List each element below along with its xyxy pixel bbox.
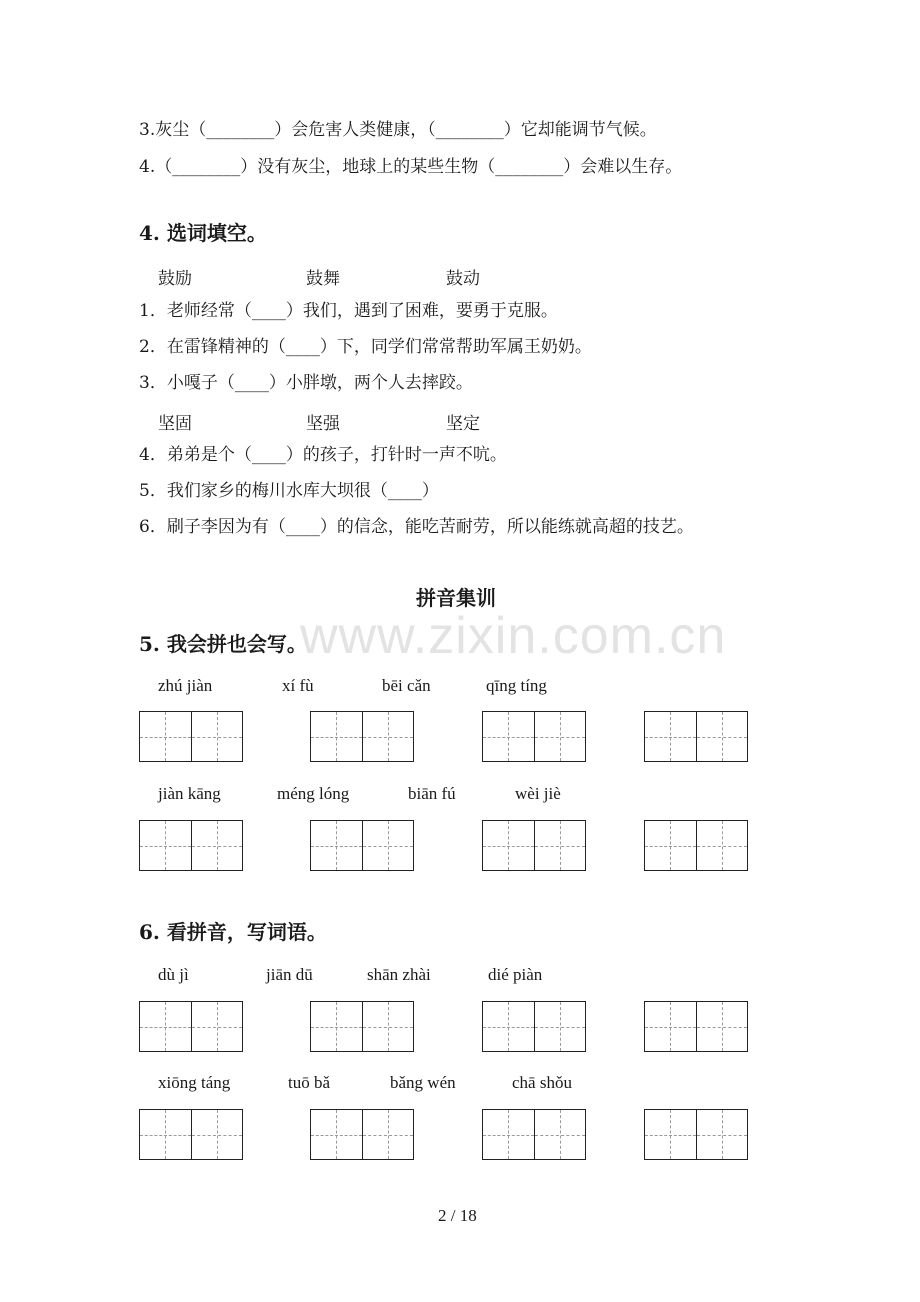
- writing-grid[interactable]: [482, 820, 586, 871]
- pinyin-label: shān zhài: [367, 965, 431, 984]
- writing-grid[interactable]: [644, 1109, 748, 1160]
- q3-line-4: 4.（________）没有灰尘，地球上的某些生物（________）会难以生存。: [139, 157, 683, 177]
- word-option: 坚定: [446, 414, 480, 434]
- writing-grid[interactable]: [482, 711, 586, 762]
- fill-sentence-3: 3．小嘎子（____）小胖墩，两个人去摔跤。: [139, 373, 473, 393]
- pinyin-label: tuō bǎ: [288, 1073, 331, 1092]
- writing-grid[interactable]: [139, 820, 243, 871]
- section6-heading: 6. 看拼音，写词语。: [139, 920, 327, 944]
- pinyin-label: jiān dū: [266, 965, 313, 984]
- section5-heading: 5. 我会拼也会写。: [139, 632, 307, 656]
- section4-heading: 4. 选词填空。: [139, 221, 267, 245]
- pinyin-label: qīng tíng: [486, 676, 547, 695]
- pinyin-label: bǎng wén: [390, 1073, 456, 1092]
- writing-grid[interactable]: [139, 711, 243, 762]
- word-option: 鼓动: [446, 269, 480, 289]
- fill-sentence-4: 4．弟弟是个（____）的孩子，打针时一声不吭。: [139, 445, 507, 465]
- writing-grid[interactable]: [644, 820, 748, 871]
- writing-grid[interactable]: [139, 1109, 243, 1160]
- page-number: 2 / 18: [438, 1206, 477, 1225]
- writing-grid[interactable]: [482, 1001, 586, 1052]
- watermark: www.zixin.com.cn: [300, 607, 727, 665]
- word-option: 鼓励: [158, 269, 192, 289]
- writing-grid[interactable]: [310, 1001, 414, 1052]
- writing-grid[interactable]: [644, 1001, 748, 1052]
- pinyin-label: dié piàn: [488, 965, 543, 984]
- writing-grid[interactable]: [310, 1109, 414, 1160]
- writing-grid[interactable]: [482, 1109, 586, 1160]
- fill-sentence-5: 5．我们家乡的梅川水库大坝很（____）: [139, 481, 439, 501]
- writing-grid[interactable]: [310, 820, 414, 871]
- pinyin-label: bēi cǎn: [382, 676, 431, 695]
- pinyin-label: biān fú: [408, 784, 456, 803]
- writing-grid[interactable]: [644, 711, 748, 762]
- pinyin-label: xiōng táng: [158, 1073, 231, 1092]
- word-option: 鼓舞: [306, 269, 340, 289]
- pinyin-label: méng lóng: [277, 784, 350, 803]
- fill-sentence-1: 1．老师经常（____）我们，遇到了困难，要勇于克服。: [139, 301, 558, 321]
- word-option: 坚固: [158, 414, 192, 434]
- pinyin-label: dù jì: [158, 965, 189, 984]
- fill-sentence-6: 6．刷子李因为有（____）的信念，能吃苦耐劳，所以能练就高超的技艺。: [139, 517, 694, 537]
- writing-grid[interactable]: [139, 1001, 243, 1052]
- q3-line-3: 3.灰尘（________）会危害人类健康，（________）它却能调节气候。: [139, 120, 657, 140]
- pinyin-label: xí fù: [282, 676, 314, 695]
- pinyin-label: wèi jiè: [515, 784, 561, 803]
- fill-sentence-2: 2．在雷锋精神的（____）下，同学们常常帮助军属王奶奶。: [139, 337, 592, 357]
- word-option: 坚强: [306, 414, 340, 434]
- writing-grid[interactable]: [310, 711, 414, 762]
- pinyin-label: jiàn kāng: [158, 784, 221, 803]
- pinyin-section-title: 拼音集训: [416, 586, 496, 610]
- pinyin-label: chā shǒu: [512, 1073, 572, 1092]
- pinyin-label: zhú jiàn: [158, 676, 213, 695]
